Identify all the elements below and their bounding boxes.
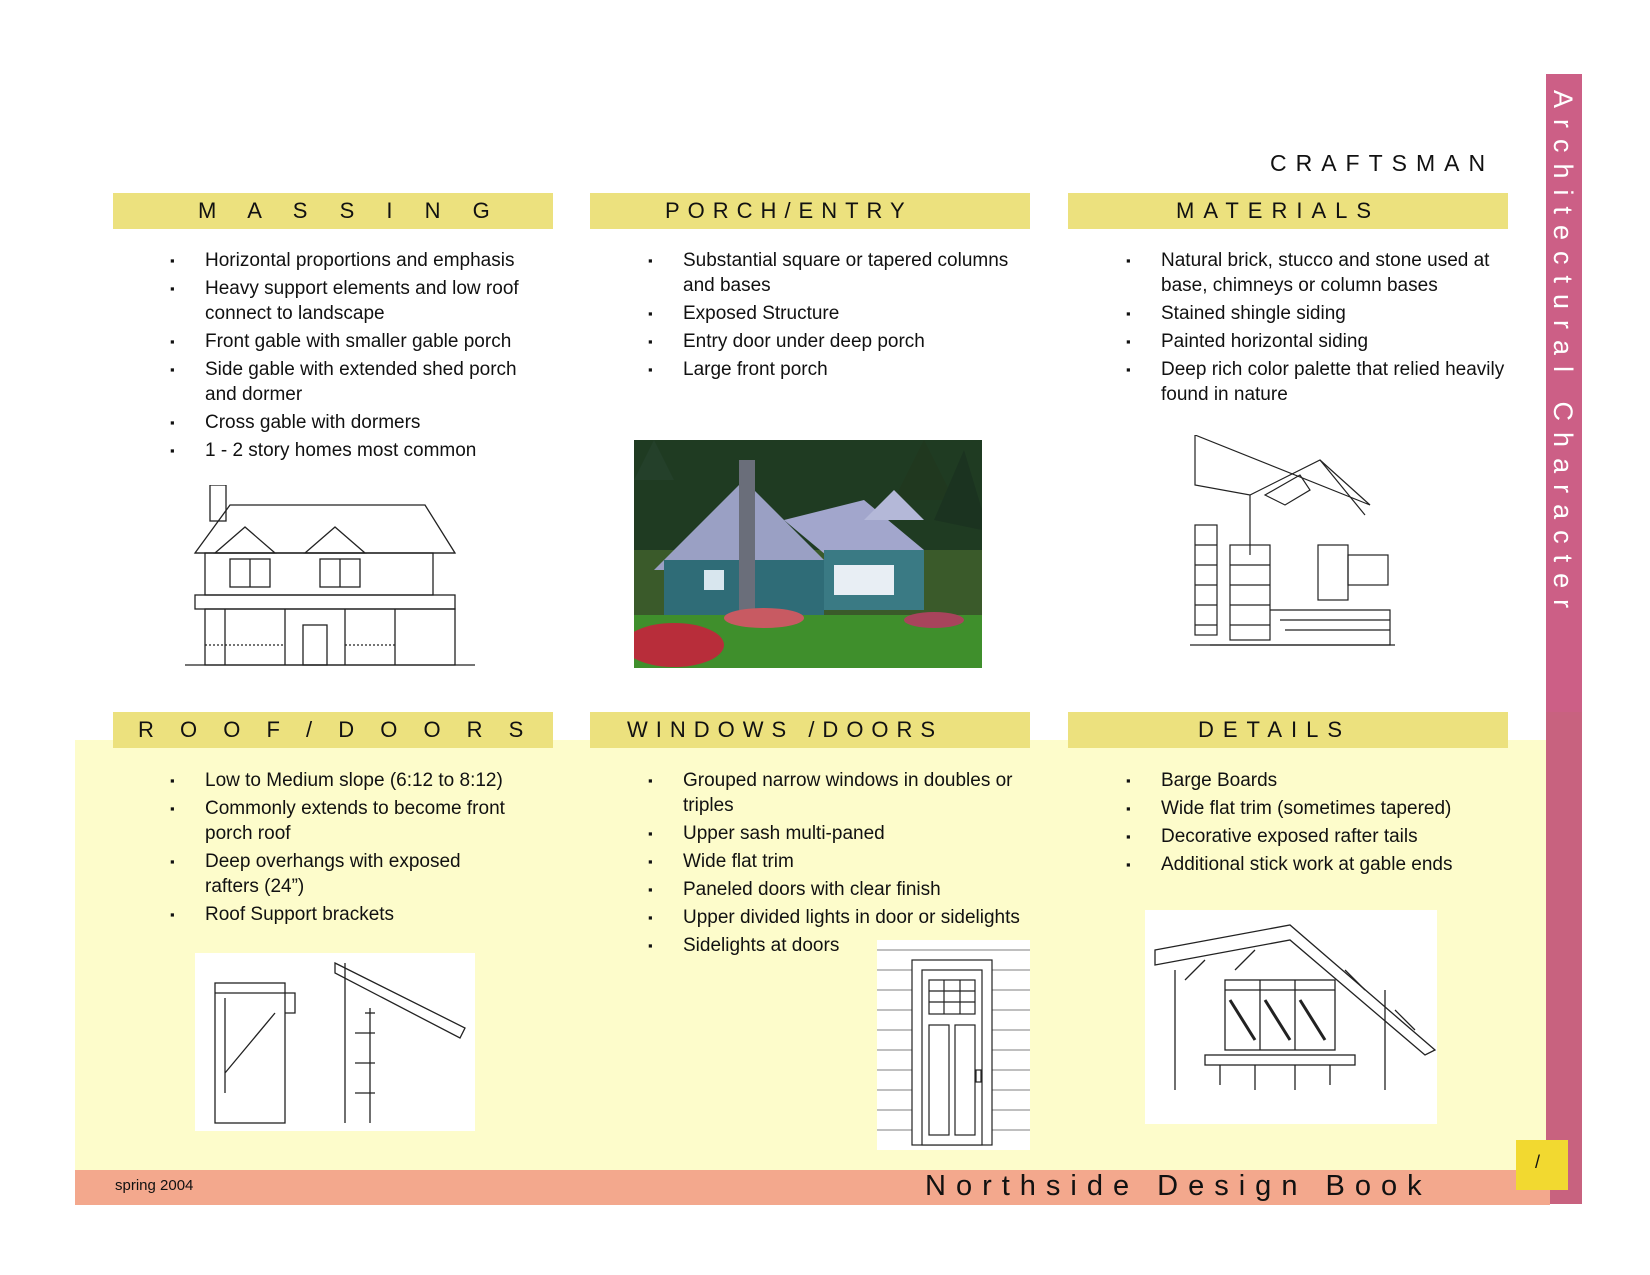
list-item — [1124, 248, 1509, 298]
windows-header — [590, 712, 1030, 748]
list-item — [168, 438, 553, 463]
bullet: ▪ — [1126, 362, 1131, 377]
massing-list — [168, 248, 553, 466]
details-list — [1124, 768, 1509, 880]
list-item — [168, 796, 518, 846]
details-gable-sketch — [1145, 910, 1437, 1124]
bullet: ▪ — [170, 773, 175, 788]
materials-header — [1068, 193, 1508, 229]
list-item-text: Paneled doors with clear finish — [683, 879, 941, 900]
list-item-text: Low to Medium slope (6:12 to 8:12) — [205, 770, 503, 791]
bullet: ▪ — [648, 334, 653, 349]
list-item-text: Decorative exposed rafter tails — [1161, 826, 1418, 847]
list-item-text: Painted horizontal siding — [1161, 331, 1369, 352]
list-item — [646, 877, 1031, 902]
list-item-text: Wide flat trim (sometimes tapered) — [1161, 798, 1452, 819]
list-item-text: Heavy support elements and low roof connect to landscape — [205, 278, 519, 324]
list-item-text: Exposed Structure — [683, 303, 840, 324]
list-item-text: Commonly extends to become front porch roof — [205, 798, 505, 844]
list-item — [1124, 796, 1509, 821]
bullet: ▪ — [170, 253, 175, 268]
bullet: ▪ — [170, 415, 175, 430]
page-number: / — [1535, 1152, 1541, 1172]
list-item — [168, 768, 518, 793]
massing-house-sketch — [185, 485, 475, 668]
materials-heading-text: MATERIALS — [1176, 198, 1381, 223]
list-item — [646, 357, 1031, 382]
massing-header — [113, 193, 553, 229]
details-header — [1068, 712, 1508, 748]
side-title: Architectural Character — [1548, 90, 1578, 620]
list-item-text: Additional stick work at gable ends — [1161, 854, 1453, 875]
bullet: ▪ — [1126, 253, 1131, 268]
list-item-text: Wide flat trim — [683, 851, 794, 872]
list-item-text: Large front porch — [683, 359, 828, 380]
bullet: ▪ — [170, 854, 175, 869]
porch-heading-text: PORCH/ENTRY — [665, 198, 913, 223]
bullet: ▪ — [648, 306, 653, 321]
bullet: ▪ — [648, 854, 653, 869]
list-item-text: Cross gable with dormers — [205, 412, 421, 433]
materials-list — [1124, 248, 1509, 410]
list-item-text: Entry door under deep porch — [683, 331, 925, 352]
list-item — [646, 301, 1031, 326]
list-item — [1124, 329, 1509, 354]
bullet: ▪ — [170, 281, 175, 296]
list-item — [168, 357, 553, 407]
bullet: ▪ — [648, 773, 653, 788]
list-item-text: Substantial square or tapered columns and bases — [683, 250, 1009, 296]
bullet: ▪ — [648, 882, 653, 897]
bullet: ▪ — [1126, 306, 1131, 321]
bullet: ▪ — [1126, 829, 1131, 844]
bullet: ▪ — [170, 907, 175, 922]
list-item — [168, 849, 518, 899]
list-item — [646, 768, 1031, 818]
bullet: ▪ — [1126, 801, 1131, 816]
list-item-text: Upper divided lights in door or sidelights — [683, 907, 1020, 928]
list-item-text: Front gable with smaller gable porch — [205, 331, 512, 352]
list-item-text: Deep rich color palette that relied heavily found in nature — [1161, 359, 1505, 405]
windows-list — [646, 768, 1031, 961]
roof-header — [113, 712, 553, 748]
list-item — [646, 905, 1031, 930]
bullet: ▪ — [170, 443, 175, 458]
roof-heading-text: R O O F / D O O R S — [138, 717, 534, 742]
list-item — [1124, 824, 1509, 849]
bullet: ▪ — [1126, 857, 1131, 872]
footer-book-title: Northside Design Book — [925, 1170, 1432, 1202]
footer-date: spring 2004 — [115, 1177, 194, 1194]
bullet: ▪ — [170, 334, 175, 349]
list-item-text: Grouped narrow windows in doubles or triples — [683, 770, 1013, 816]
list-item-text: 1 - 2 story homes most common — [205, 440, 477, 461]
bullet: ▪ — [648, 362, 653, 377]
roof-bracket-sketch — [195, 953, 475, 1131]
page-title: CRAFTSMAN — [1270, 150, 1495, 176]
porch-header — [590, 193, 1030, 229]
materials-porch-sketch — [1190, 435, 1395, 675]
list-item — [1124, 357, 1509, 407]
bullet: ▪ — [170, 801, 175, 816]
list-item — [168, 410, 553, 435]
page-number-box — [1516, 1140, 1568, 1190]
roof-list — [168, 768, 518, 930]
list-item — [646, 821, 1031, 846]
list-item — [646, 849, 1031, 874]
list-item — [646, 329, 1031, 354]
windows-heading-text: WINDOWS /DOORS — [627, 717, 944, 742]
list-item-text: Stained shingle siding — [1161, 303, 1346, 324]
list-item-text: Side gable with extended shed porch and dormer — [205, 359, 517, 405]
list-item — [168, 902, 518, 927]
list-item — [1124, 768, 1509, 793]
list-item-text: Upper sash multi-paned — [683, 823, 885, 844]
porch-list — [646, 248, 1031, 385]
list-item-text: Deep overhangs with exposed rafters (24”) — [205, 851, 461, 897]
massing-heading-text: M A S S I N G — [198, 198, 503, 223]
windows-door-sketch — [877, 940, 1030, 1150]
bullet: ▪ — [648, 253, 653, 268]
porch-house-photo — [634, 440, 982, 668]
bullet: ▪ — [648, 910, 653, 925]
bullet: ▪ — [648, 826, 653, 841]
list-item-text: Barge Boards — [1161, 770, 1278, 791]
bullet: ▪ — [170, 362, 175, 377]
list-item — [1124, 852, 1509, 877]
list-item — [168, 276, 553, 326]
bullet: ▪ — [1126, 334, 1131, 349]
list-item-text: Natural brick, stucco and stone used at base, chimneys or column bases — [1161, 250, 1490, 296]
list-item — [646, 248, 1031, 298]
list-item — [168, 248, 553, 273]
list-item-text: Roof Support brackets — [205, 904, 395, 925]
bullet: ▪ — [1126, 773, 1131, 788]
bullet: ▪ — [648, 938, 653, 953]
list-item — [168, 329, 553, 354]
list-item — [1124, 301, 1509, 326]
list-item-text: Horizontal proportions and emphasis — [205, 250, 515, 271]
details-heading-text: DETAILS — [1198, 717, 1352, 742]
list-item-text: Sidelights at doors — [683, 935, 840, 956]
